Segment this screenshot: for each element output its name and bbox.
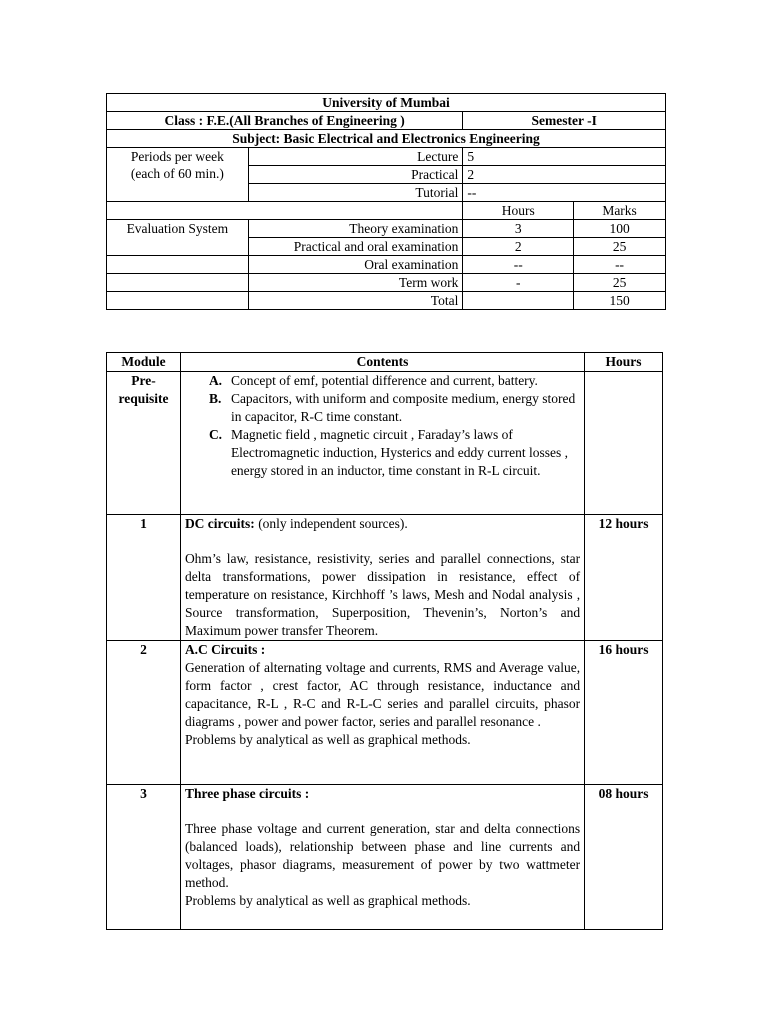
- module-contents: [180, 641, 584, 785]
- module-title: Three phase circuits :: [184, 786, 310, 801]
- blank-cell: [107, 256, 249, 274]
- period-value: 2: [463, 166, 666, 184]
- list-item: C. Magnetic field , magnetic circuit , Faraday’s laws of Electromagnetic induction, Hysterics and eddy current losses , energy stored in an inductor, time constant in R-L circuit.: [208, 427, 568, 478]
- eval-marks: 25: [574, 274, 666, 292]
- eval-label: Theory examination: [248, 220, 463, 238]
- module-title: DC circuits:: [184, 516, 255, 531]
- eval-total-label: Total: [248, 292, 463, 310]
- period-label: Lecture: [248, 148, 463, 166]
- blank-cell: [107, 274, 249, 292]
- module-title: A.C Circuits :: [184, 642, 266, 657]
- eval-marks: 25: [574, 238, 666, 256]
- blank-cell: [107, 202, 463, 220]
- eval-hours: --: [463, 256, 574, 274]
- evaluation-label: Evaluation System: [107, 220, 249, 256]
- period-value: --: [463, 184, 666, 202]
- course-info-table: [106, 93, 666, 310]
- class-label: Class : F.E.(All Branches of Engineering ): [107, 112, 463, 130]
- module-hours: 16 hours: [585, 641, 663, 785]
- module-hours: 12 hours: [585, 515, 663, 641]
- hours-col-header: Hours: [585, 353, 663, 372]
- modules-table: [106, 352, 663, 930]
- marks-header: Marks: [574, 202, 666, 220]
- module-body: Generation of alternating voltage and currents, RMS and Average value, form factor , crest factor, AC through resistance, inductance and capacitance, R-L , R-C and R-L-C series and parallel circuits, phasor diagrams , power and power factor, series and parallel resonance .: [184, 660, 581, 729]
- list-item: A. Concept of emf, potential difference and current, battery.: [208, 373, 538, 388]
- period-value: 5: [463, 148, 666, 166]
- semester-label: Semester -I: [463, 112, 666, 130]
- module-number: 3: [107, 785, 181, 930]
- module-col-header: Module: [107, 353, 181, 372]
- subject-title: Subject: Basic Electrical and Electronics Engineering: [107, 130, 666, 148]
- module-hours: 08 hours: [585, 785, 663, 930]
- periods-label-line1: Periods per week: [130, 149, 224, 164]
- period-label: Practical: [248, 166, 463, 184]
- eval-total-hours: [463, 292, 574, 310]
- hours-header: Hours: [463, 202, 574, 220]
- list-item: B. Capacitors, with uniform and composite medium, energy stored in capacitor, R-C time constant.: [208, 391, 576, 424]
- prereq-label: Pre-requisite: [107, 372, 181, 515]
- periods-label: [107, 148, 249, 202]
- eval-marks: 100: [574, 220, 666, 238]
- period-label: Tutorial: [248, 184, 463, 202]
- eval-label: Oral examination: [248, 256, 463, 274]
- blank-cell: [107, 292, 249, 310]
- eval-hours: 2: [463, 238, 574, 256]
- module-title-note: (only independent sources).: [254, 516, 408, 531]
- eval-label: Practical and oral examination: [248, 238, 463, 256]
- module-extra: Problems by analytical as well as graphical methods.: [184, 893, 471, 908]
- eval-total-marks: 150: [574, 292, 666, 310]
- periods-label-line2: (each of 60 min.): [130, 166, 224, 181]
- module-body: Ohm’s law, resistance, resistivity, series and parallel connections, star delta transformations, power dissipation in resistance, effect of temperature on resistance, Kirchhoff ’s laws, Mesh and Nodal analysis , Source transformation, Superposition, Thevenin’s, Norton’s and Maximum power transfer Theorem.: [184, 551, 581, 638]
- module-contents: [180, 515, 584, 641]
- contents-col-header: Contents: [180, 353, 584, 372]
- eval-label: Term work: [248, 274, 463, 292]
- module-body: Three phase voltage and current generation, star and delta connections (balanced loads), relationship between phase and line currents and voltages, phasor diagrams, measurement of power by two wattmeter method.: [184, 821, 581, 890]
- module-contents: [180, 785, 584, 930]
- eval-hours: -: [463, 274, 574, 292]
- module-number: 2: [107, 641, 181, 785]
- module-number: 1: [107, 515, 181, 641]
- university-title: University of Mumbai: [107, 94, 666, 112]
- eval-hours: 3: [463, 220, 574, 238]
- prereq-contents: [180, 372, 584, 515]
- prereq-list: [185, 372, 580, 480]
- eval-marks: --: [574, 256, 666, 274]
- prereq-hours: [585, 372, 663, 515]
- module-extra: Problems by analytical as well as graphical methods.: [184, 732, 471, 747]
